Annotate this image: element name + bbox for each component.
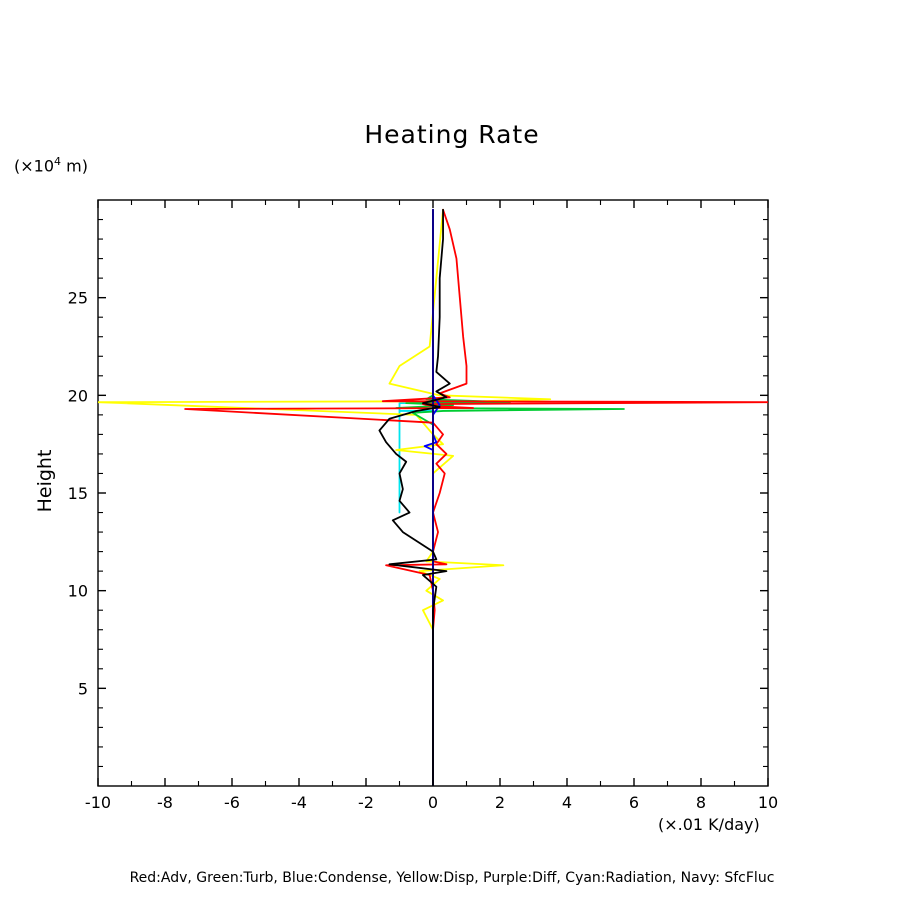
series-line-disp xyxy=(98,210,550,786)
x-axis-tick-label: -10 xyxy=(84,793,112,812)
series-line-turb xyxy=(396,210,624,786)
x-axis-tick-label: -8 xyxy=(157,793,173,812)
x-axis-tick-label: 2 xyxy=(494,793,506,812)
x-axis-tick-label: 10 xyxy=(757,793,779,812)
y-axis-label: Height xyxy=(34,449,56,513)
y-axis-tick-label: 10 xyxy=(67,581,88,601)
x-axis-tick-label: 8 xyxy=(695,793,707,812)
y-axis-tick-label: 5 xyxy=(77,679,88,699)
x-axis-tick-label: -4 xyxy=(291,793,307,812)
series-line-radiation xyxy=(400,403,434,512)
x-axis-tick-label: 6 xyxy=(628,793,640,812)
y-axis-tick-label: 15 xyxy=(67,484,88,503)
x-axis-tick-label: -6 xyxy=(224,793,240,812)
y-axis-units-label: ($\times 10^4$ m) xyxy=(14,155,88,176)
y-axis-tick-label: 20 xyxy=(67,386,88,406)
series-line-adv xyxy=(185,210,768,786)
y-axis-tick-label: 25 xyxy=(67,288,88,308)
legend-caption: Red:Adv, Green:Turb, Blue:Condense, Yellow:Disp, Purple:Diff, Cyan:Radiation, Navy: SfcFluc xyxy=(129,870,775,886)
series-group xyxy=(98,210,768,786)
x-axis-units-label: (×.01 K/day) xyxy=(658,815,760,834)
chart-title: Heating Rate xyxy=(364,120,540,149)
x-axis-tick-label: 4 xyxy=(561,793,573,812)
x-axis-tick-label: 0 xyxy=(427,793,439,812)
series-line-total xyxy=(379,210,449,786)
x-axis-tick-label: -2 xyxy=(358,793,374,812)
